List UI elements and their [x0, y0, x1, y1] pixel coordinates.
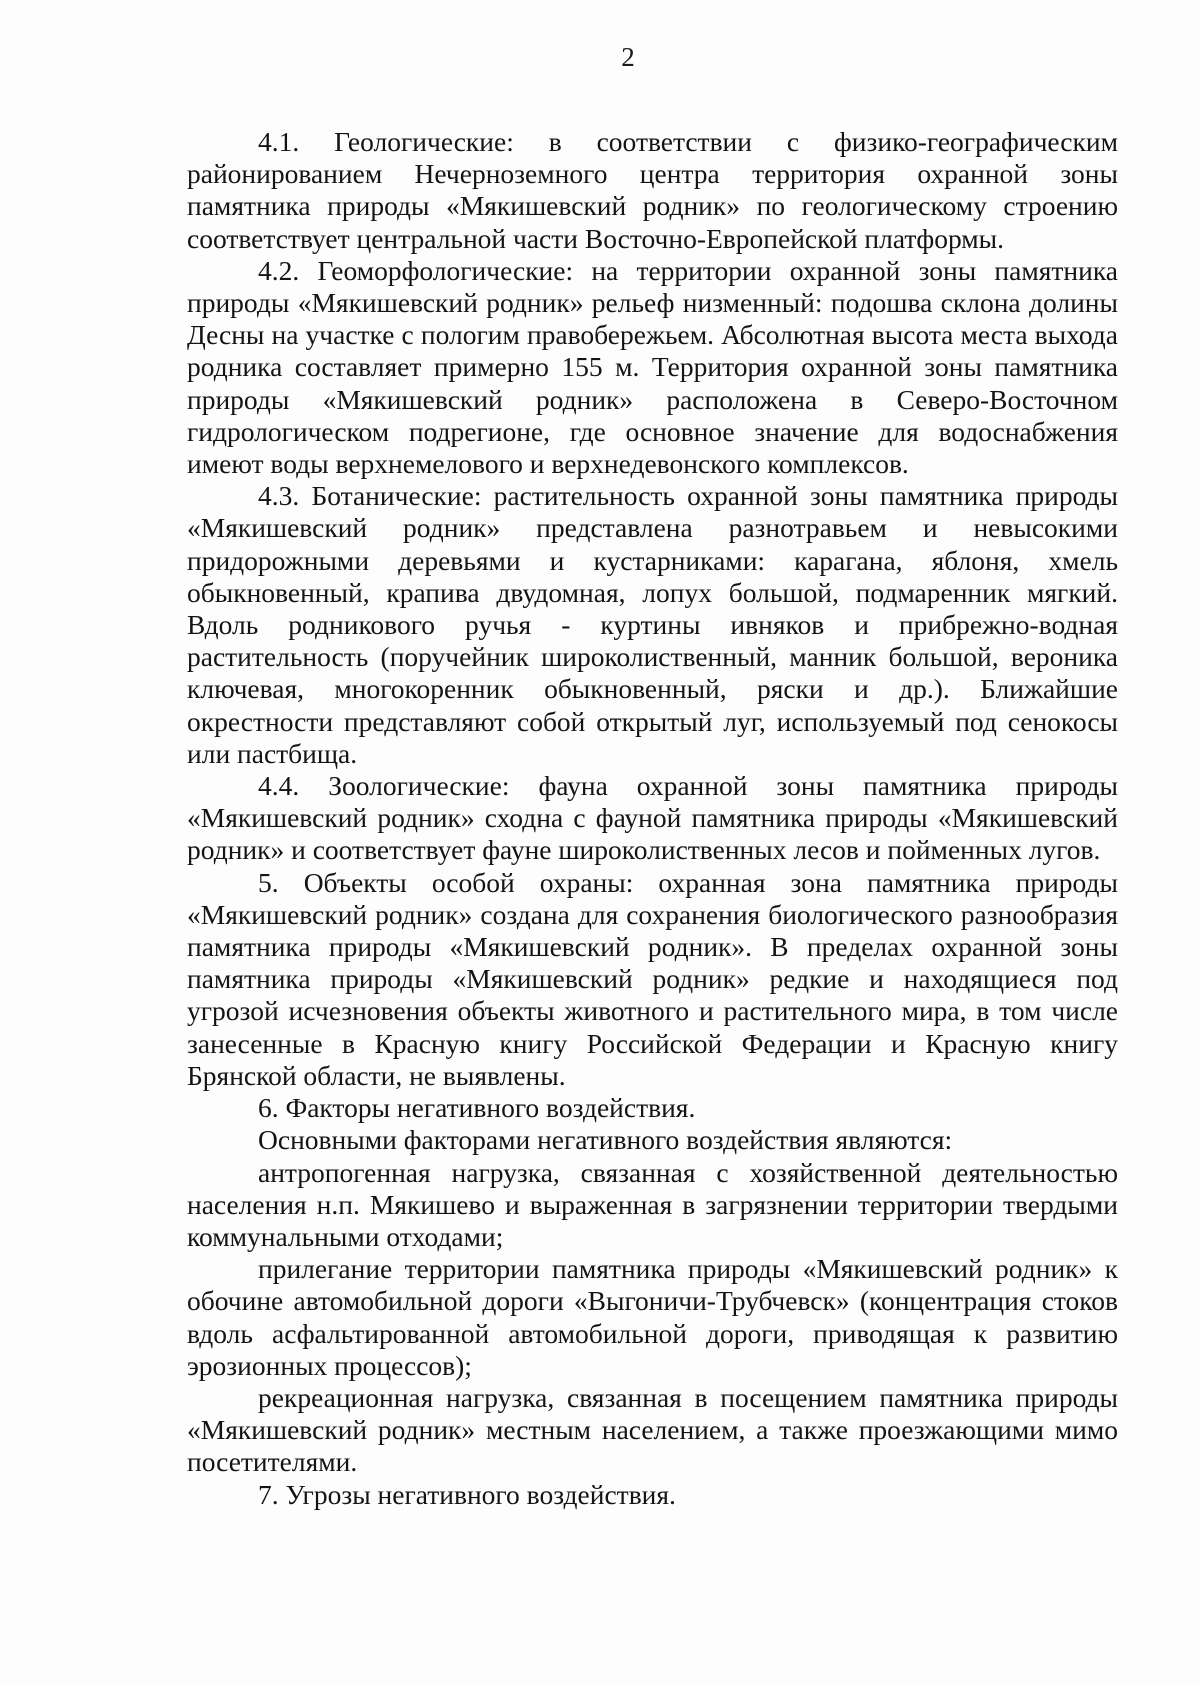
paragraph-6-factor-anthropogenic: антропогенная нагрузка, связанная с хозяйственной деятельностью населения н.п. Мякишево и выраженная в загрязнении территории твердыми коммунальными отходами; [187, 1156, 1118, 1252]
paragraph-5-protected-objects: 5. Объекты особой охраны: охранная зона памятника природы «Мякишевский родник» создана для сохранения биологического разнообразия памятника природы «Мякишевский родник». В пределах охранной зоны памятника природы «Мякишевский родник» редкие и находящиеся под угрозой исчезновения объекты животного и растительного мира, в том числе занесенные в Красную книгу Российской Федерации и Красную книгу Брянской области, не выявлены. [187, 866, 1118, 1091]
paragraph-6-factor-recreational: рекреационная нагрузка, связанная в посещением памятника природы «Мякишевский родник» местным населением, а также проезжающими мимо посетителями. [187, 1381, 1118, 1478]
paragraph-6-intro: Основными факторами негативного воздействия являются: [258, 1124, 953, 1156]
paragraph-6-factor-road: прилегание территории памятника природы «Мякишевский родник» к обочине автомобильной дороги «Выгоничи-Трубчевск» (концентрация стоков вдоль асфальтированной автомобильной дороги, приводящая к развитию эрозионных процессов); [187, 1253, 1118, 1381]
paragraph-6-heading: 6. Факторы негативного воздействия. [258, 1092, 696, 1124]
paragraph-4-3-botanical: 4.3. Ботанические: растительность охранной зоны памятника природы «Мякишевский родник» представлена разнотравьем и невысокими придорожными деревьями и кустарниками: карагана, яблоня, хмель обыкновенный, крапива двудомная, лопух большой, подмаренник мягкий. Вдоль родникового ручья - куртины ивняков и прибрежно-водная растительность (поручейник широколиственный, манник большой, вероника ключевая, многокоренник обыкновенный, ряски и др.). Ближайшие окрестности представляют собой открытый луг, используемый под сенокосы или пастбища. [187, 480, 1118, 769]
paragraph-4-4-zoological: 4.4. Зоологические: фауна охранной зоны памятника природы «Мякишевский родник» сходна с фауной памятника природы «Мякишевский родник» и соответствует фауне широколиственных лесов и пойменных лугов. [187, 770, 1118, 866]
document-body [187, 126, 1118, 1511]
paragraph-4-2-geomorphological: 4.2. Геоморфологические: на территории охранной зоны памятника природы «Мякишевский родник» рельеф низменный: подошва склона долины Десны на участке с пологим правобережьем. Абсолютная высота места выхода родника составляет примерно 155 м. Территория охранной зоны памятника природы «Мякишевский родник» расположена в Северо-Восточном гидрологическом подрегионе, где основное значение для водоснабжения имеют воды верхнемелового и верхнедевонского комплексов. [187, 254, 1118, 480]
paragraph-7-heading: 7. Угрозы негативного воздействия. [258, 1478, 676, 1510]
paragraph-4-1-geological: 4.1. Геологические: в соответствии с физико-географическим районированием Нечерноземного центра территория охранной зоны памятника природы «Мякишевский родник» по геологическому строению соответствует центральной части Восточно-Европейской платформы. [187, 126, 1118, 254]
page-number: 2 [621, 42, 635, 72]
